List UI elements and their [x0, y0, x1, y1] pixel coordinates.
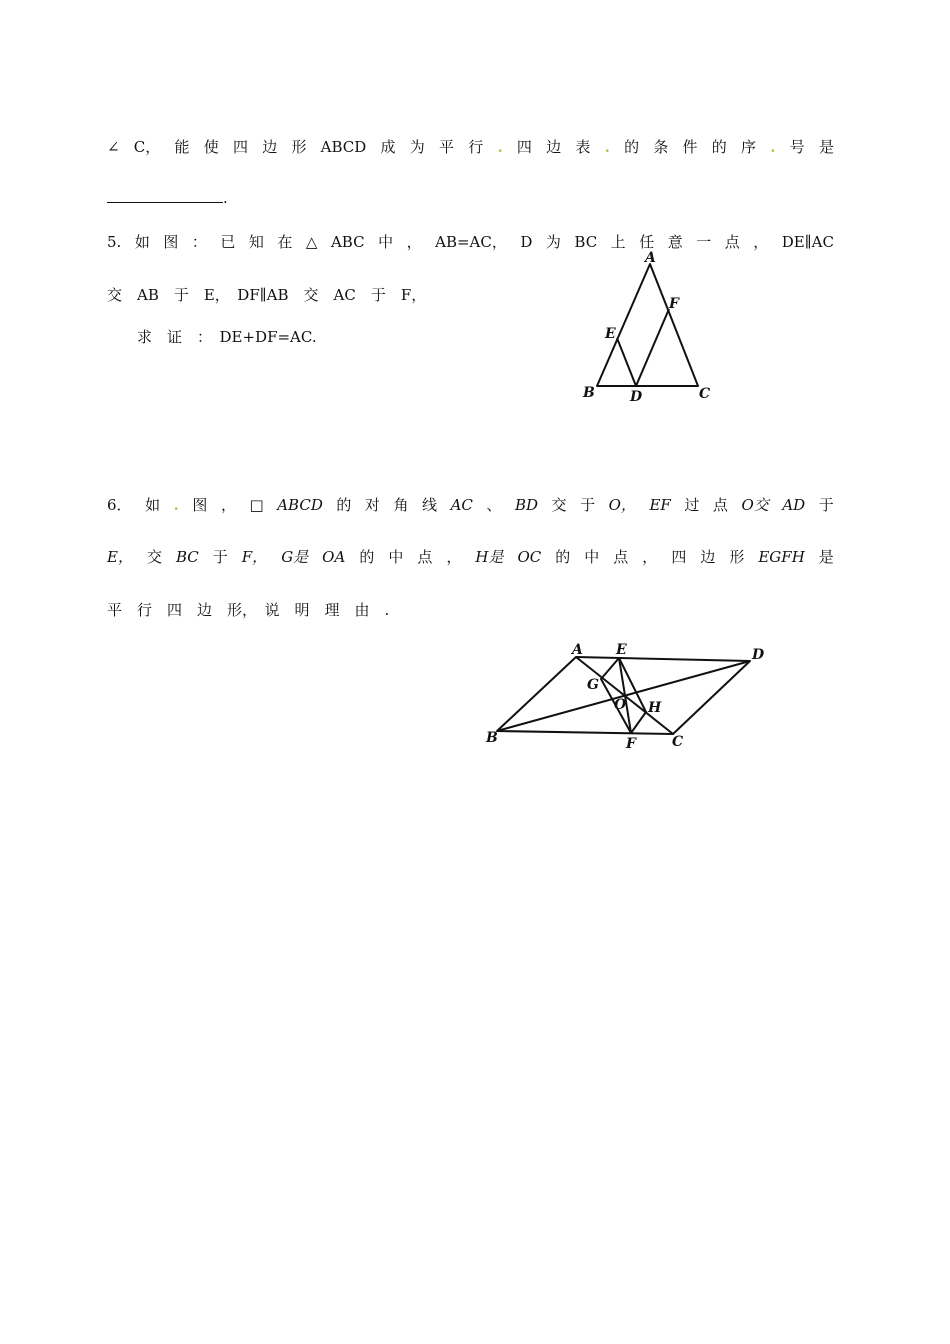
label-f: F: [669, 296, 679, 312]
text-token: ：: [191, 233, 207, 251]
text-token: 如: [145, 496, 161, 514]
text-token: 表: [575, 138, 591, 156]
text-token: 对: [364, 496, 380, 514]
text-token: D: [520, 233, 533, 251]
text-token: .: [770, 138, 776, 156]
label-o: O: [614, 697, 627, 713]
text-token: E，: [107, 548, 133, 566]
text-token: □: [249, 496, 264, 514]
label-a: A: [645, 250, 656, 266]
text-token: 图: [192, 496, 208, 514]
text-token: ，: [406, 233, 422, 251]
text-token: ，: [446, 548, 462, 566]
text-token: 四: [516, 138, 532, 156]
text-token: ABC: [330, 233, 365, 251]
label-e: E: [616, 642, 627, 658]
text-token: 中: [388, 548, 404, 566]
text-token: 点: [613, 548, 629, 566]
text-token: 交: [146, 548, 162, 566]
text-token: F，: [241, 548, 268, 566]
label-d: D: [752, 647, 765, 663]
label-e: E: [605, 326, 616, 342]
q4-line-2-end: .: [223, 189, 228, 207]
text-token: 平: [439, 138, 455, 156]
label-b: B: [486, 730, 498, 746]
label-b: B: [583, 385, 595, 401]
text-token: C，: [133, 138, 161, 156]
text-token: EF: [649, 496, 671, 514]
text-token: DE∥AC: [781, 233, 834, 251]
text-token: 、: [486, 496, 502, 514]
text-token: 图: [163, 233, 179, 251]
text-token: G是: [281, 548, 309, 566]
label-d: D: [630, 389, 643, 405]
text-token: ，: [753, 233, 769, 251]
text-token: OC: [517, 548, 542, 566]
text-token: BC: [175, 548, 199, 566]
text-token: H是: [475, 548, 504, 566]
text-token: 角: [393, 496, 409, 514]
text-token: 知: [248, 233, 264, 251]
text-token: BC: [574, 233, 598, 251]
text-token: BD: [514, 496, 539, 514]
label-a: A: [572, 642, 583, 658]
text-token: 能: [174, 138, 190, 156]
text-token: 如: [134, 233, 150, 251]
text-token: 的: [711, 138, 727, 156]
text-token: 使: [203, 138, 219, 156]
label-f: F: [626, 736, 636, 752]
text-token: 交: [551, 496, 567, 514]
text-token: O交: [741, 496, 769, 514]
q6-line-3: 平 行 四 边 形， 说 明 理 由 .: [107, 601, 390, 619]
q5-line-2: 交 AB 于 E， DF∥AB 交 AC 于 F，: [107, 286, 427, 304]
text-token: ABCD: [277, 496, 323, 514]
text-token: .: [173, 496, 179, 514]
text-token: 行: [468, 138, 484, 156]
text-token: 的: [359, 548, 375, 566]
text-token: AC: [450, 496, 473, 514]
text-token: 成: [380, 138, 396, 156]
text-token: EGFH: [758, 548, 805, 566]
text-token: 中: [378, 233, 394, 251]
text-token: 件: [682, 138, 698, 156]
text-token: 点: [417, 548, 433, 566]
text-token: 的: [336, 496, 352, 514]
text-token: 序: [741, 138, 757, 156]
label-g: G: [587, 677, 599, 693]
text-token: 的: [555, 548, 571, 566]
text-token: ABCD: [320, 138, 367, 156]
text-token: 边: [546, 138, 562, 156]
text-token: 边: [700, 548, 716, 566]
text-token: 已: [220, 233, 236, 251]
text-token: 于: [818, 496, 834, 514]
text-token: .: [604, 138, 610, 156]
text-token: O，: [608, 496, 636, 514]
text-token: 为: [409, 138, 425, 156]
text-token: 上: [610, 233, 626, 251]
label-c: C: [699, 386, 711, 402]
text-token: 任: [639, 233, 655, 251]
text-token: 于: [580, 496, 596, 514]
text-token: 是: [818, 138, 834, 156]
text-token: 中: [584, 548, 600, 566]
text-token: 点: [724, 233, 740, 251]
text-token: 形: [729, 548, 745, 566]
text-token: 形: [291, 138, 307, 156]
text-token: 一: [696, 233, 712, 251]
text-token: 意: [667, 233, 683, 251]
text-token: 是: [818, 548, 834, 566]
text-token: 于: [212, 548, 228, 566]
text-token: 线: [422, 496, 438, 514]
text-token: OA: [322, 548, 346, 566]
text-token: 四: [232, 138, 248, 156]
text-token: ，: [220, 496, 236, 514]
text-token: 边: [262, 138, 278, 156]
text-token: 条: [653, 138, 669, 156]
text-token: 号: [789, 138, 805, 156]
label-c: C: [672, 734, 684, 750]
text-token: 6．: [107, 496, 132, 514]
text-token: △: [305, 233, 318, 251]
text-token: 过: [684, 496, 700, 514]
text-token: 5.: [107, 233, 122, 251]
text-token: .: [497, 138, 503, 156]
text-token: ∠: [107, 138, 120, 156]
text-token: 四: [671, 548, 687, 566]
text-token: AB=AC，: [435, 233, 507, 251]
label-h: H: [648, 700, 662, 716]
text-token: 在: [277, 233, 293, 251]
text-token: 的: [624, 138, 640, 156]
text-token: 点: [712, 496, 728, 514]
text-token: ，: [642, 548, 658, 566]
q5-line-3: 求 证 ： DE+DF=AC.: [137, 328, 317, 346]
text-token: AD: [782, 496, 806, 514]
text-token: 为: [545, 233, 561, 251]
